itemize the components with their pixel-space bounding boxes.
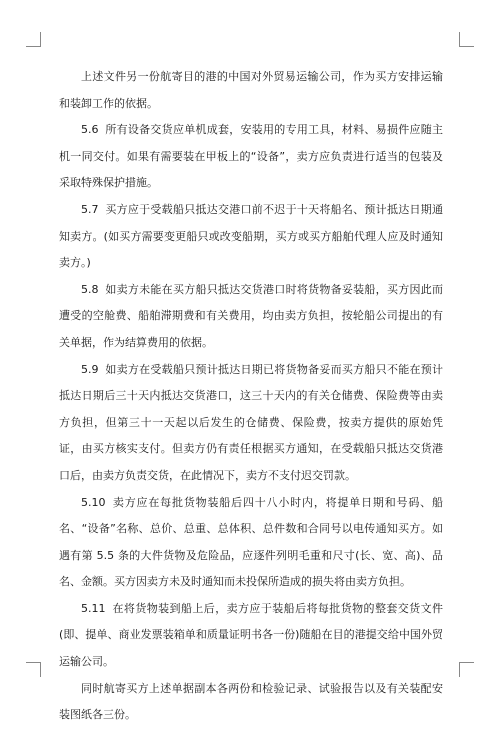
paragraph-final — [59, 676, 443, 729]
clause-text: 在将货物装到船上后，卖方应于装船后将每批货物的整套交货文件(即、提单、商业发票装箱单和质量证明书各一份)随船在目的港提交给中国外贸运输公司。 — [59, 601, 443, 669]
paragraph-continuation — [59, 64, 443, 117]
clause-5-9 — [59, 357, 443, 490]
clause-5-7 — [59, 197, 443, 277]
clause-text: 买方应于受载船只抵达交港口前不迟于十天将船名、预计抵达日期通知卖方。(如买方需要变更船只或改变船期，买方或买方船舶代理人应及时通知卖方。) — [59, 202, 443, 270]
document-body — [59, 64, 443, 729]
clause-5-6 — [59, 117, 443, 197]
crop-mark-top-right — [459, 32, 474, 47]
crop-mark-bottom-right — [459, 662, 474, 677]
crop-mark-top-left — [26, 32, 41, 47]
clause-number: 5.11 — [81, 601, 106, 615]
clause-5-11 — [59, 596, 443, 676]
paragraph-text: 同时航寄买方上述单据副本各两份和检验记录、试验报告以及有关装配安装图纸各三份。 — [59, 681, 443, 722]
clause-text: 卖方应在每批货物装船后四十八小时内，将提单日期和号码、船名、“设备”名称、总价、总重、总体积、总件数和合同号以电传通知买方。如遇有第 5.5 条的大件货物及危险品，应逐件列明毛重和尺寸(长、宽、高)、品名、金额。买方因卖方未及时通知而未投保所造成的损失将由卖方负担。 — [59, 495, 443, 589]
clause-5-8 — [59, 277, 443, 357]
clause-text: 如卖方在受载船只预计抵达日期已将货物备妥而买方船只不能在预计抵达日期后三十天内抵达交货港口，这三十天内的有关仓储费、保险费等由卖方负担，但第三十一天起以后发生的仓储费、保险费，按卖方提供的原始凭证，由买方核实支付。但卖方仍有责任根据买方通知，在受载船只抵达交货港口后，由卖方负责交货，在此情况下，卖方不支付迟交罚款。 — [59, 362, 443, 482]
clause-number: 5.10 — [81, 495, 106, 509]
clause-5-10 — [59, 490, 443, 596]
crop-mark-bottom-left — [26, 662, 41, 677]
paragraph-text: 上述文件另一份航寄目的港的中国对外贸易运输公司，作为买方安排运输和装卸工作的依据。 — [59, 70, 443, 110]
clause-text: 所有设备交货应单机成套，安装用的专用工具，材料、易损件应随主机一同交付。如果有需要装在甲板上的“设备”，卖方应负责进行适当的包装及采取特殊保护措施。 — [59, 123, 443, 190]
clause-number: 5.7 — [81, 202, 99, 216]
clause-text: 如卖方未能在买方船只抵达交货港口时将货物备妥装船，买方因此而遭受的空舱费、船舶滞期费和有关费用，均由卖方负担，按轮船公司提出的有关单据，作为结算费用的依据。 — [59, 282, 443, 349]
clause-number: 5.9 — [81, 362, 99, 376]
clause-number: 5.8 — [81, 282, 99, 296]
clause-number: 5.6 — [81, 123, 99, 137]
